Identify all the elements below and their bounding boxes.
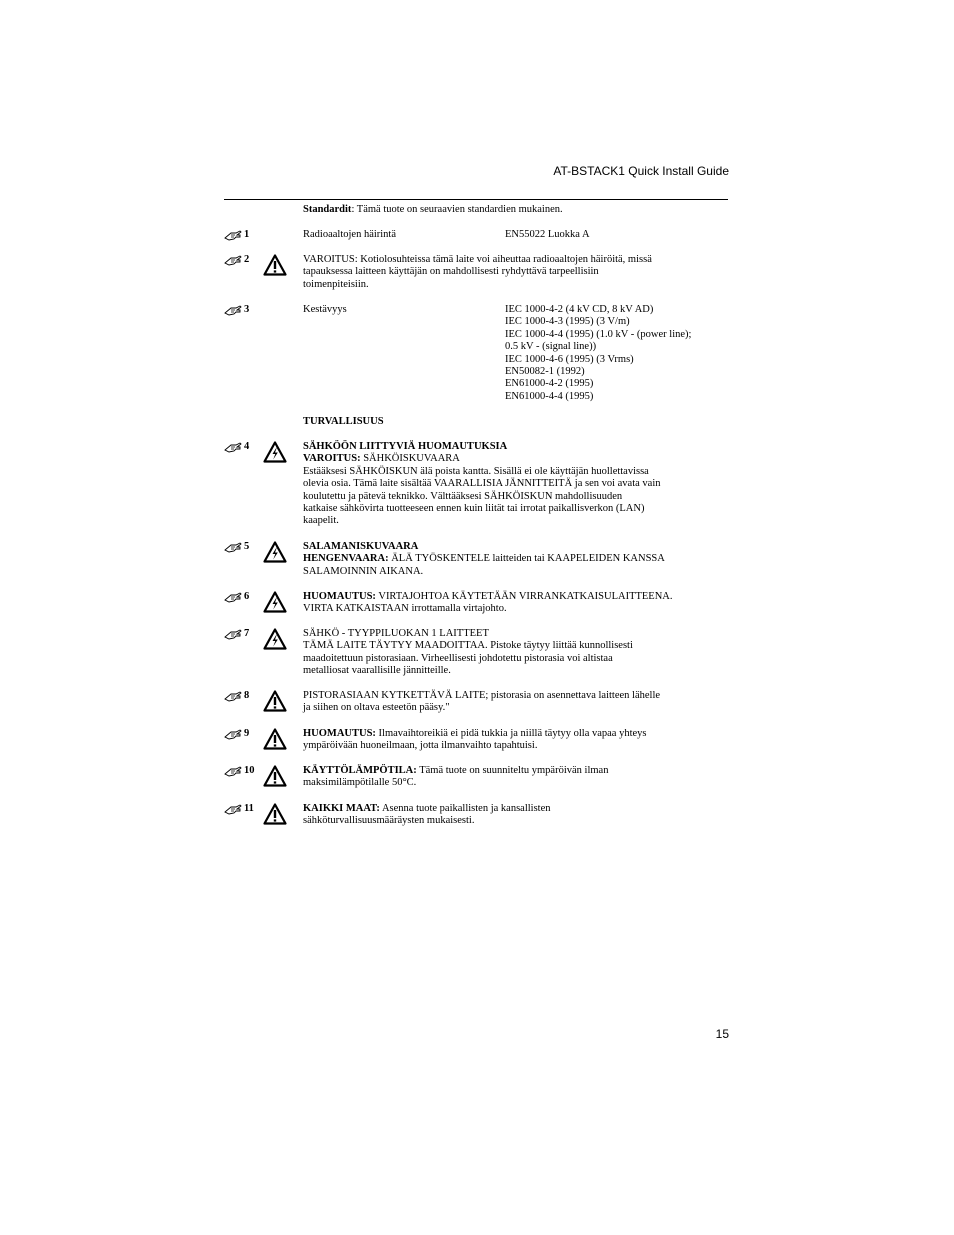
item-number: 8 bbox=[244, 690, 250, 701]
text-line: sähköturvallisuusmääräysten mukaisesti. bbox=[303, 815, 475, 827]
item-text bbox=[303, 690, 729, 715]
item-number: 5 bbox=[244, 541, 250, 552]
pointing-hand-icon bbox=[224, 229, 242, 241]
text-line: SÄHKÖ - TYYPPILUOKAN 1 LAITTEET bbox=[303, 628, 489, 639]
item-label: VAROITUS: bbox=[303, 453, 361, 465]
section-heading: TURVALLISUUS bbox=[303, 416, 384, 427]
text-line: SALAMOINNIN AIKANA. bbox=[303, 565, 424, 577]
item-title: SÄHKÖÖN LIITTYVIÄ HUOMAUTUKSIA bbox=[303, 441, 508, 452]
text-line: PISTORASIAAN KYTKETTÄVÄ LAITE; pistorasia on asennettava laitteen lähelle bbox=[303, 690, 661, 701]
item-number: 6 bbox=[244, 591, 250, 602]
item-label: HENGENVAARA: bbox=[303, 553, 389, 565]
item-label-text: ÄLÄ TYÖSKENTELE laitteiden tai KAAPELEIDEN KANSSA bbox=[388, 553, 665, 565]
electric-shock-warning-icon bbox=[263, 591, 287, 613]
pointing-hand-icon bbox=[224, 304, 242, 316]
item-number: 10 bbox=[244, 765, 255, 776]
value-line: IEC 1000-4-3 (1995) (3 V/m) bbox=[505, 316, 630, 328]
pointing-hand-icon bbox=[224, 254, 242, 266]
intro-text bbox=[303, 204, 729, 216]
pointing-hand-icon bbox=[224, 803, 242, 815]
value-line: IEC 1000-4-2 (4 kV CD, 8 kV AD) bbox=[505, 304, 654, 315]
item-number: 2 bbox=[244, 254, 250, 265]
value-line: EN61000-4-4 (1995) bbox=[505, 390, 594, 402]
electric-shock-warning-icon bbox=[263, 541, 287, 563]
item-label-text: Asenna tuote paikallisten ja kansallisten bbox=[379, 803, 551, 814]
item-text bbox=[303, 628, 729, 678]
item-value bbox=[505, 304, 729, 403]
text-line: olevia osia. Tämä laite sisältää VAARALLISIA JÄNNITTEITÄ ja sen voi avata vain bbox=[303, 478, 661, 490]
item-text bbox=[303, 254, 729, 291]
text-line: katkaise sähkövirta tuotteeseen ennen kuin liität tai irrotat paikallisverkon (LAN) bbox=[303, 503, 645, 515]
text-line: toimenpiteisiin. bbox=[303, 278, 369, 290]
item-text bbox=[303, 441, 729, 528]
item-number: 4 bbox=[244, 441, 250, 452]
text-line: Estääksesi SÄHKÖISKUN älä poista kantta. Sisällä ei ole käyttäjän huollettavissa bbox=[303, 465, 649, 477]
value-line: EN55022 Luokka A bbox=[505, 229, 590, 240]
text-line: koulutettu ja pätevä teknikko. Välttääksesi SÄHKÖISKUN mahdollisuuden bbox=[303, 490, 623, 502]
text-line: VAROITUS: Kotiolosuhteissa tämä laite voi aiheuttaa radioaaltojen häiröitä, missä bbox=[303, 254, 652, 265]
item-text bbox=[303, 728, 729, 753]
value-line: 0.5 kV - (signal line)) bbox=[505, 341, 597, 353]
item-text bbox=[303, 765, 729, 790]
warning-exclamation-icon bbox=[263, 765, 287, 787]
pointing-hand-icon bbox=[224, 441, 242, 453]
item-number: 9 bbox=[244, 728, 250, 739]
value-line: IEC 1000-4-4 (1995) (1.0 kV - (power line); bbox=[505, 328, 692, 340]
text-line: ja siihen on oltava esteetön pääsy." bbox=[303, 702, 450, 714]
intro-label: Standardit bbox=[303, 204, 352, 215]
item-number: 7 bbox=[244, 628, 250, 639]
item-title: SALAMANISKUVAARA bbox=[303, 541, 419, 552]
value-line: EN50082-1 (1992) bbox=[505, 366, 585, 378]
text-line: maadoitettuun pistorasiaan. Virheellisesti johdotettu pistorasia voi altistaa bbox=[303, 652, 613, 664]
warning-exclamation-icon bbox=[263, 728, 287, 750]
item-label: KÄYTTÖLÄMPÖTILA: bbox=[303, 765, 417, 776]
item-label: Kestävyys bbox=[303, 304, 347, 315]
item-label: KAIKKI MAAT: bbox=[303, 803, 380, 814]
pointing-hand-icon bbox=[224, 591, 242, 603]
item-label: HUOMAUTUS: bbox=[303, 591, 376, 602]
item-label: Radioaaltojen häirintä bbox=[303, 229, 397, 240]
item-number: 11 bbox=[244, 803, 254, 814]
electric-shock-warning-icon bbox=[263, 628, 287, 650]
text-line: TÄMÄ LAITE TÄYTYY MAADOITTAA. Pistoke täytyy liittää kunnollisesti bbox=[303, 640, 633, 652]
page-number: 15 bbox=[715, 1027, 729, 1041]
item-number: 3 bbox=[244, 304, 250, 315]
item-label-text: Tämä tuote on suunniteltu ympäröivän ilman bbox=[416, 765, 609, 776]
item-text bbox=[303, 541, 729, 578]
text-line: kaapelit. bbox=[303, 515, 339, 527]
text-line: maksimilämpötilalle 50°C. bbox=[303, 777, 417, 789]
value-line: EN61000-4-2 (1995) bbox=[505, 378, 594, 390]
item-text bbox=[303, 591, 729, 616]
text-line: tapauksessa laitteen käyttäjän on mahdollisesti ryhdyttävä tarpeellisiin bbox=[303, 266, 599, 278]
item-label-text: Ilmavaihtoreikiä ei pidä tukkia ja niillä täytyy olla vapaa yhteys bbox=[375, 728, 647, 739]
pointing-hand-icon bbox=[224, 728, 242, 740]
item-number: 1 bbox=[244, 229, 250, 240]
pointing-hand-icon bbox=[224, 690, 242, 702]
value-line: IEC 1000-4-6 (1995) (3 Vrms) bbox=[505, 353, 634, 365]
intro-body: : Tämä tuote on seuraavien standardien mukainen. bbox=[351, 204, 563, 215]
pointing-hand-icon bbox=[224, 541, 242, 553]
warning-exclamation-icon bbox=[263, 803, 287, 825]
pointing-hand-icon bbox=[224, 628, 242, 640]
item-label-text: VIRTAJOHTOA KÄYTETÄÄN VIRRANKATKAISULAITTEENA. bbox=[375, 591, 673, 602]
item-value bbox=[505, 229, 729, 241]
page-header: AT-BSTACK1 Quick Install Guide bbox=[553, 164, 729, 178]
warning-exclamation-icon bbox=[263, 690, 287, 712]
text-line: VIRTA KATKAISTAAN irrottamalla virtajohto. bbox=[303, 603, 507, 615]
item-text bbox=[303, 803, 729, 828]
text-line: ympäröivään huoneilmaan, jotta ilmanvaihto tapahtuisi. bbox=[303, 740, 538, 752]
electric-shock-warning-icon bbox=[263, 441, 287, 463]
header-rule bbox=[224, 199, 728, 200]
item-label-text: SÄHKÖISKUVAARA bbox=[360, 453, 460, 465]
warning-exclamation-icon bbox=[263, 254, 287, 276]
pointing-hand-icon bbox=[224, 765, 242, 777]
text-line: metalliosat vaarallisille jännitteille. bbox=[303, 665, 451, 677]
item-label: HUOMAUTUS: bbox=[303, 728, 376, 739]
